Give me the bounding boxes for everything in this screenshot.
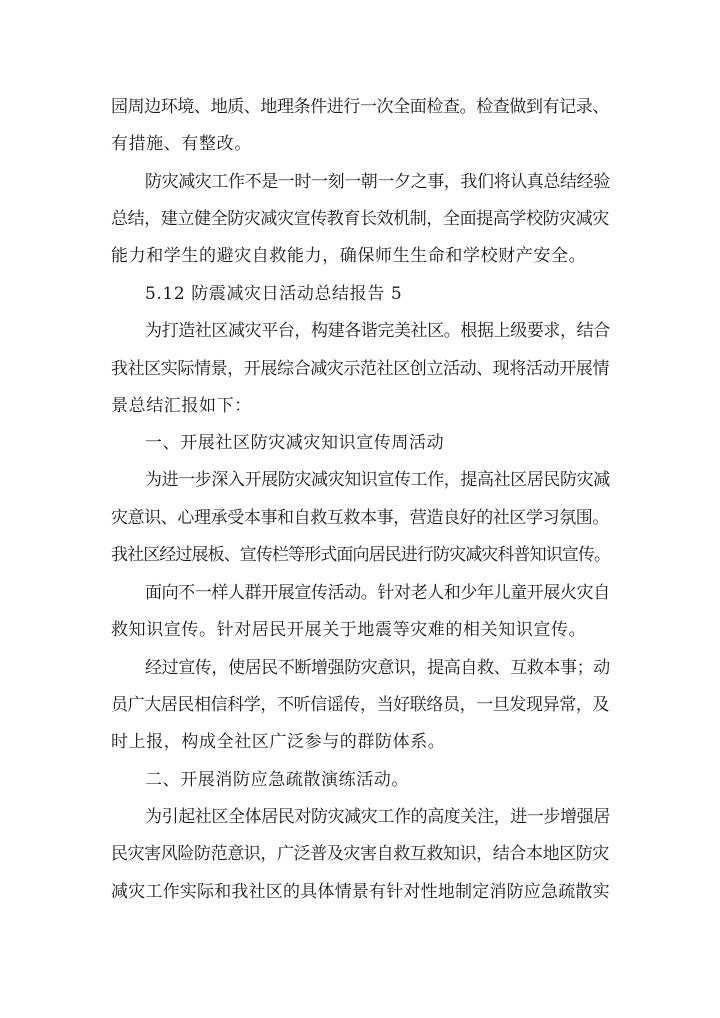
text-line: 景总结汇报如下： [111, 396, 252, 416]
paragraph-start-line: 为引起社区全体居民对防灾减灾工作的高度关注，进一步增强居 [145, 807, 610, 827]
text-line: 园周边环境、地质、地理条件进行一次全面检查。检查做到有记录、 [111, 97, 609, 117]
paragraph-start-line: 面向不一样人群开展宣传活动。针对老人和少年儿童开展火灾自 [145, 583, 610, 603]
section-title: 5.12 防震减灾日活动总结报告 5 [145, 284, 403, 304]
text-line: 时上报，构成全社区广泛参与的群防体系。 [111, 732, 446, 752]
paragraph-start-line: 为打造社区减灾平台，构建各谐完美社区。根据上级要求，结合 [145, 321, 610, 341]
text-line: 灾意识、心理承受本事和自救互救本事，营造良好的社区学习氛围。 [111, 508, 609, 528]
subheading: 二、开展消防应急疏散演练活动。 [145, 770, 409, 790]
text-line: 我社区实际情景，开展综合减灾示范社区创立活动、现将活动开展情 [111, 359, 609, 379]
text-line: 有措施、有整改。 [111, 134, 252, 154]
text-line: 减灾工作实际和我社区的具体情景有针对性地制定消防应急疏散实 [111, 882, 610, 902]
text-line: 总结，建立健全防灾减灾宣传教育长效机制，全面提高学校防灾减灾 [111, 209, 609, 229]
subheading: 一、开展社区防灾减灾知识宣传周活动 [145, 433, 445, 453]
paragraph-start-line: 为进一步深入开展防灾减灾知识宣传工作，提高社区居民防灾减 [145, 470, 610, 490]
text-line: 救知识宣传。针对居民开展关于地震等灾难的相关知识宣传。 [111, 620, 587, 640]
text-line: 员广大居民相信科学，不听信谣传，当好联络员，一旦发现异常，及 [111, 695, 609, 715]
paragraph-start-line: 防灾减灾工作不是一时一刻一朝一夕之事，我们将认真总结经验 [145, 172, 610, 192]
text-line: 我社区经过展板、宣传栏等形式面向居民进行防灾减灾科普知识宣传。 [111, 545, 611, 565]
paragraph-start-line: 经过宣传，使居民不断增强防灾意识，提高自救、互救本事；动 [145, 658, 610, 678]
text-line: 民灾害风险防范意识，广泛普及灾害自救互救知识，结合本地区防灾 [111, 844, 609, 864]
text-line: 能力和学生的避灾自救能力，确保师生生命和学校财产安全。 [111, 246, 587, 266]
